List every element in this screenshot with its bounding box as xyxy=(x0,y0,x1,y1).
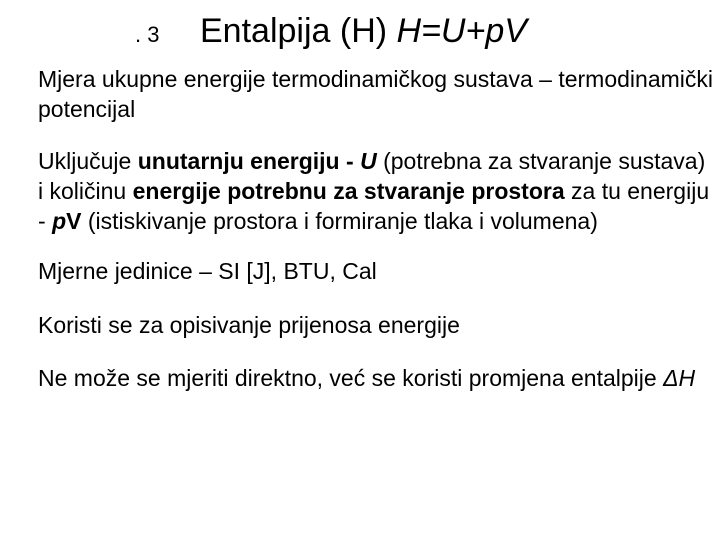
slide-title xyxy=(200,10,527,52)
text-segment: Uključuje xyxy=(38,148,138,174)
title-formula: H=U+pV xyxy=(396,12,527,50)
text-segment: za tu energiju - xyxy=(38,178,710,234)
paragraph-usage: Koristi se za opisivanje prijenosa energije xyxy=(38,312,460,338)
text-segment: (potrebna za stvaranje sustava) i količinu xyxy=(38,148,706,204)
text-segment: (istiskivanje prostora i formiranje tlaka i volumena) xyxy=(81,208,598,234)
title-text: Entalpija (H) xyxy=(200,12,397,50)
paragraph-units: Mjerne jedinice – SI [J], BTU, Cal xyxy=(38,258,377,284)
text-segment: Ne može se mjeriti direktno, već se koristi promjena entalpije xyxy=(38,365,664,391)
slide-number: . 3 xyxy=(135,22,160,47)
delta-h-symbol: ΔH xyxy=(663,365,696,391)
slide-content xyxy=(38,64,714,393)
paragraph-definition: Mjera ukupne energije termodinamičkog sustava – termodinamički potencijal xyxy=(38,66,713,122)
symbol-v: V xyxy=(66,208,82,234)
symbol-u: U xyxy=(360,148,377,174)
paragraph-measurement xyxy=(38,363,714,393)
paragraph-includes xyxy=(38,146,714,236)
bold-segment: energije potrebnu za stvaranje prostora xyxy=(132,178,565,204)
bold-segment: unutarnju energiju - xyxy=(137,148,361,174)
symbol-p: p xyxy=(52,208,67,234)
